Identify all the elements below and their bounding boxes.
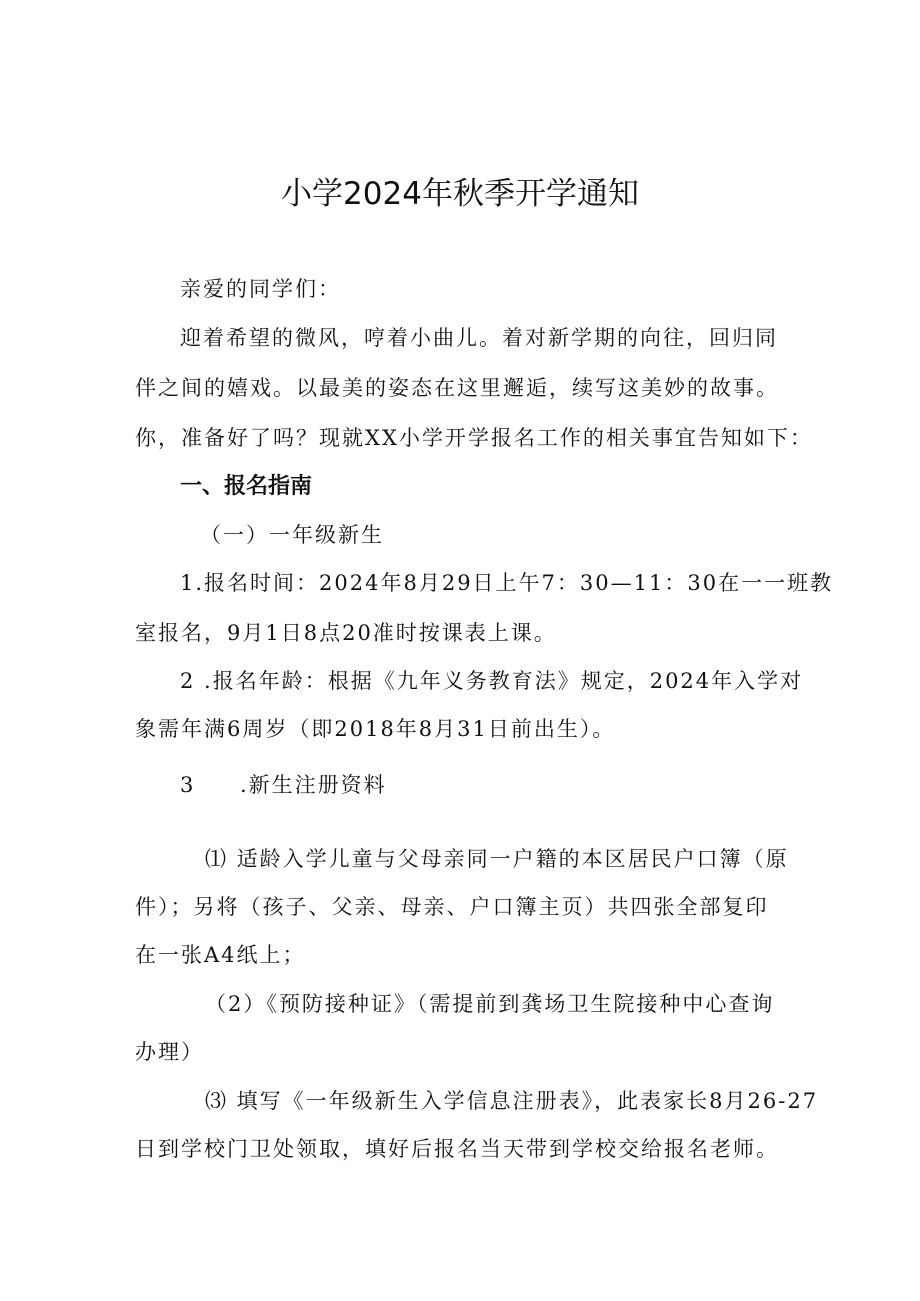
intro-line-2: 伴之间的嬉戏。以最美的姿态在这里邂逅，续写这美妙的故事。 [135, 376, 779, 400]
intro-line-1: 迎着希望的微风，哼着小曲儿。着对新学期的向往，回归同 [180, 326, 778, 350]
greeting: 亲爱的同学们： [180, 277, 341, 301]
sub1-line-2: 件）；另将（孩子、父亲、母亲、户口簿主页）共四张全部复印 [135, 895, 769, 919]
sub1-line-1: ⑴ 适龄入学儿童与父母亲同一户籍的本区居民户口簿（原 [205, 847, 789, 871]
intro-line-3: 你，准备好了吗？现就XX小学开学报名工作的相关事宜告知如下： [135, 426, 813, 450]
sub2-line-2: 办理） [135, 1040, 204, 1064]
item1-line-1: 1.报名时间：2024年8月29日上午7：30—11：30在一一班教 [180, 571, 834, 595]
sub2-line-1: （2）《预防接种证》（需提前到龚场卫生院接种中心查询 [205, 992, 775, 1016]
sub3-line-1: ⑶ 填写《一年级新生入学信息注册表》，此表家长8月26-27 [205, 1089, 819, 1113]
sub1-line-3: 在一张A4纸上； [135, 943, 306, 967]
section-heading: 一、报名指南 [180, 474, 313, 499]
sub3-line-2: 日到学校门卫处领取，填好后报名当天带到学校交给报名老师。 [135, 1137, 779, 1161]
item3-number: 3 [180, 773, 196, 797]
item1-line-2: 室报名，9月1日8点20准时按课表上课。 [135, 621, 557, 645]
item2-line-2: 象需年满6周岁（即2018年8月31日前出生）。 [135, 717, 616, 741]
subsection-heading: （一）一年级新生 [200, 523, 384, 547]
page-title: 小学2024年秋季开学通知 [281, 176, 639, 212]
item3-label: .新生注册资料 [240, 773, 387, 797]
item2-line-1: 2 .报名年龄：根据《九年义务教育法》规定，2024年入学对 [180, 669, 804, 693]
